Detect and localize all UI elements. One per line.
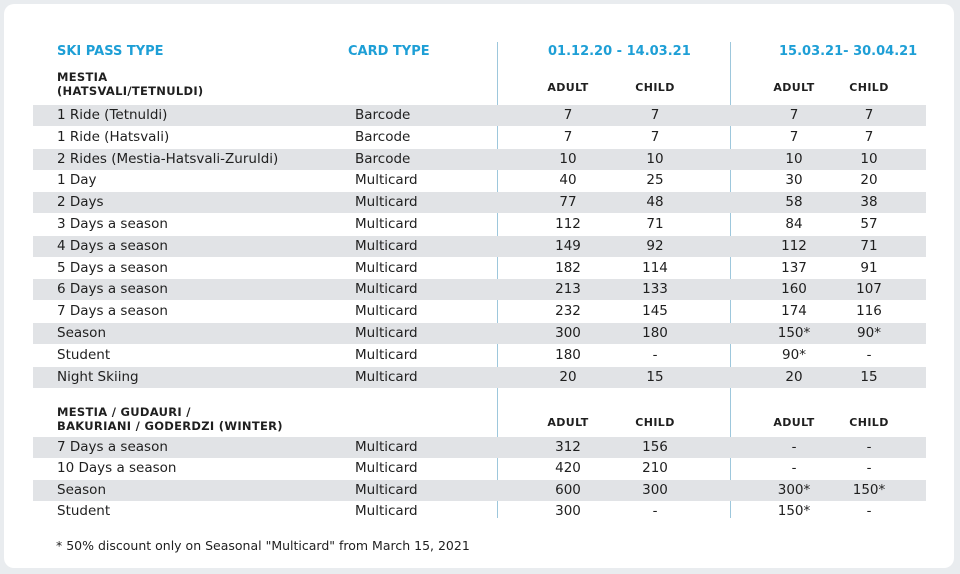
table-row [33,258,926,279]
pass-name: Season [57,325,106,341]
adult-price-period1: 20 [559,368,577,385]
adult-price-period1: 180 [555,346,581,363]
section-1-title-line1: MESTIA [57,70,108,84]
child-price-period2: 7 [864,107,874,123]
card-type: Multicard [355,259,418,276]
child-price-period1: - [652,502,658,519]
adult-price-period2: 150* [777,325,811,341]
card-type: Multicard [355,194,418,211]
child-price-period1: 114 [642,259,668,276]
adult-price-period2: 112 [781,237,807,254]
header-period-2: 15.03.21- 30.04.21 [779,44,918,59]
adult-price-period1: 77 [559,194,577,211]
table-row [33,367,926,388]
child-price-period1: 25 [646,172,664,189]
card-type: Multicard [355,216,418,232]
table-row [33,127,926,148]
child-price-period1: 15 [646,368,664,385]
adult-price-period2: 137 [781,259,807,276]
adult-price-period2: - [791,460,797,477]
child-price-period2: 91 [860,259,878,276]
pass-name: 6 Days a season [57,281,168,298]
child-price-period1: 300 [642,481,668,498]
section-1-child-label-p2: CHILD [849,81,889,94]
pass-name: 1 Ride (Tetnuldi) [57,107,168,123]
pass-name: 2 Days [57,194,104,211]
child-price-period1: - [652,346,658,363]
child-price-period1: 145 [642,303,668,320]
child-price-period1: 92 [646,237,664,254]
pass-name: 7 Days a season [57,439,168,455]
header-card-type: CARD TYPE [348,44,430,59]
adult-price-period1: 7 [563,128,573,145]
child-price-period1: 210 [642,460,668,477]
adult-price-period1: 300 [555,502,581,519]
pass-name: Night Skiing [57,368,139,385]
adult-price-period2: 10 [785,150,803,167]
section-1-adult-label-p2: ADULT [773,81,815,94]
pass-name: 10 Days a season [57,460,177,477]
section-2-adult-label-p2: ADULT [773,416,815,429]
child-price-period1: 156 [642,439,668,455]
table-row [33,345,926,366]
adult-price-period2: 174 [781,303,807,320]
child-price-period2: 107 [856,281,882,298]
footnote: * 50% discount only on Seasonal "Multicard" from March 15, 2021 [56,538,470,553]
child-price-period1: 7 [650,128,660,145]
card-type: Multicard [355,172,418,189]
table-row [33,501,926,522]
adult-price-period1: 420 [555,460,581,477]
card-type: Barcode [355,128,411,145]
table-row [33,480,926,501]
child-price-period1: 133 [642,281,668,298]
adult-price-period1: 312 [555,439,581,455]
card-type: Multicard [355,502,418,519]
adult-price-period2: 7 [789,128,799,145]
adult-price-period1: 182 [555,259,581,276]
card-type: Multicard [355,481,418,498]
pass-name: 1 Ride (Hatsvali) [57,128,170,145]
adult-price-period1: 213 [555,281,581,298]
section-1-title-line2: (HATSVALI/TETNULDI) [57,84,204,98]
adult-price-period1: 7 [563,107,573,123]
adult-price-period2: 300* [777,481,811,498]
child-price-period2: 15 [860,368,878,385]
card-type: Multicard [355,303,418,320]
pass-name: Student [57,502,111,519]
card-type: Multicard [355,460,418,477]
section-2-adult-label-p1: ADULT [547,416,589,429]
card-type: Barcode [355,150,411,167]
table-row [33,437,926,458]
adult-price-period1: 10 [559,150,577,167]
table-row [33,236,926,257]
child-price-period2: 57 [860,216,878,232]
child-price-period2: 90* [857,325,881,341]
adult-price-period1: 112 [555,216,581,232]
adult-price-period2: 160 [781,281,807,298]
child-price-period2: - [866,346,872,363]
section-1-adult-label-p1: ADULT [547,81,589,94]
table-row [33,323,926,344]
pass-name: 7 Days a season [57,303,168,320]
child-price-period1: 10 [646,150,664,167]
child-price-period2: 71 [860,237,878,254]
adult-price-period2: 30 [785,172,803,189]
header-period-1: 01.12.20 - 14.03.21 [548,44,691,59]
card-type: Multicard [355,325,418,341]
table-row [33,105,926,126]
child-price-period2: 38 [860,194,878,211]
child-price-period1: 71 [646,216,664,232]
table-row [33,192,926,213]
section-1-child-label-p1: CHILD [635,81,675,94]
card-type: Multicard [355,281,418,298]
adult-price-period1: 232 [555,303,581,320]
adult-price-period2: 58 [785,194,803,211]
child-price-period2: 150* [852,481,886,498]
section-2-title-line1: MESTIA / GUDAURI / [57,405,191,419]
card-type: Multicard [355,346,418,363]
child-price-period1: 180 [642,325,668,341]
section-2-child-label-p1: CHILD [635,416,675,429]
adult-price-period1: 149 [555,237,581,254]
adult-price-period2: 150* [777,502,811,519]
child-price-period2: - [866,460,872,477]
adult-price-period2: 84 [785,216,803,232]
card-type: Multicard [355,237,418,254]
pass-name: 5 Days a season [57,259,168,276]
child-price-period1: 7 [650,107,660,123]
adult-price-period1: 40 [559,172,577,189]
section-2-title-line2: BAKURIANI / GODERDZI (WINTER) [57,419,283,433]
child-price-period1: 48 [646,194,664,211]
section-2-child-label-p2: CHILD [849,416,889,429]
adult-price-period2: - [791,439,797,455]
pass-name: Student [57,346,111,363]
pass-name: 4 Days a season [57,237,168,254]
table-row [33,279,926,300]
header-ski-pass-type: SKI PASS TYPE [57,44,164,59]
adult-price-period2: 90* [782,346,806,363]
pass-name: 2 Rides (Mestia-Hatsvali-Zuruldi) [57,150,279,167]
table-row [33,149,926,170]
pass-name: Season [57,481,106,498]
child-price-period2: - [866,502,872,519]
child-price-period2: 116 [856,303,882,320]
pass-name: 3 Days a season [57,216,168,232]
adult-price-period2: 7 [789,107,799,123]
adult-price-period1: 600 [555,481,581,498]
table-row [33,170,926,191]
child-price-period2: - [866,439,872,455]
child-price-period2: 20 [860,172,878,189]
table-row [33,214,926,235]
pass-name: 1 Day [57,172,97,189]
table-row [33,458,926,479]
table-row [33,301,926,322]
adult-price-period2: 20 [785,368,803,385]
child-price-period2: 7 [864,128,874,145]
card-type: Barcode [355,107,411,123]
child-price-period2: 10 [860,150,878,167]
adult-price-period1: 300 [555,325,581,341]
card-type: Multicard [355,439,418,455]
card-type: Multicard [355,368,418,385]
